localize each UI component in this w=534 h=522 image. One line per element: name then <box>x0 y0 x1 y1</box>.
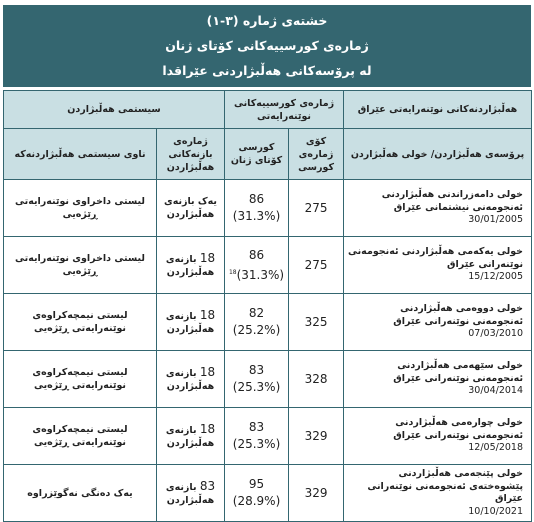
system-cell: لیستی نیمچەکراوەی نوێنەرایەتی ڕێژەیی <box>4 294 157 351</box>
header-seats: ژمارەی کورسییەکانی نوێنەرایەتی <box>225 91 344 129</box>
election-cell: خولی دووەمی هەڵبژاردنی ئەنجومەنی نوێنەرانی عێراق 07/03/2010 <box>344 294 532 351</box>
system-cell: لیستی نیمچەکراوەی نوێنەرایەتی ڕێژەیی <box>4 408 157 465</box>
election-cell: خولی پێنجەمی هەڵبژاردنی پێشوەختەی ئەنجومەنی نوێنەرانی عێراق 10/10/2021 <box>344 465 532 522</box>
election-cell: خولی یەکەمی هەڵبژاردنی ئەنجومەنی نوێنەرانی عێراق 15/12/2005 <box>344 237 532 294</box>
constituency-cell: 18 بازنەی هەڵبژاردن <box>157 351 225 408</box>
header-constituencies: ژمارەی بازنەکانی هەڵبژاردن <box>157 129 225 180</box>
total-seats-cell: 325 <box>289 294 344 351</box>
table-row <box>4 237 532 294</box>
footnote-ref: 18 <box>228 268 237 276</box>
quota-cell: 86 (31.3%) <box>225 180 289 237</box>
quota-cell: 82 (25.2%) <box>225 294 289 351</box>
total-seats-cell: 275 <box>289 180 344 237</box>
election-cell: خولی چوارەمی هەڵبژاردنی ئەنجومەنی نوێنەرانی عێراق 12/05/2018 <box>344 408 532 465</box>
table-row <box>4 351 532 408</box>
system-cell: لیستی نیمچەکراوەی نوێنەرایەتی ڕێژەیی <box>4 351 157 408</box>
header-process: پرۆسەی هەڵبژاردن/ خولی هەڵبژاردن <box>344 129 532 180</box>
table-row <box>4 465 532 522</box>
table-row <box>4 408 532 465</box>
header-system: سیستمی هەڵبژاردن <box>4 91 225 129</box>
total-seats-cell: 328 <box>289 351 344 408</box>
table-subtitle: لە پرۆسەکانی هەڵبژاردنی عێراقدا <box>162 63 372 78</box>
total-seats-cell: 329 <box>289 465 344 522</box>
constituency-cell: 18 بازنەی هەڵبژاردن <box>157 237 225 294</box>
header-total-seats: کۆی ژمارەی کورسی <box>289 129 344 180</box>
total-seats-cell: 329 <box>289 408 344 465</box>
total-seats-cell: 275 <box>289 237 344 294</box>
header-elections: هەڵبژاردنەکانی نوێنەرایەتی عێراق <box>344 91 532 129</box>
header-quota-seats: کورسی کۆتای ژنان <box>225 129 289 180</box>
header-system-name: ناوی سیستمی هەڵبژاردنەکە <box>4 129 157 180</box>
constituency-cell: 83 بازنەی هەڵبژاردن <box>157 465 225 522</box>
table-row <box>4 180 532 237</box>
system-cell: یەک دەنگی نەگوێزراوە <box>4 465 157 522</box>
table-number: خشتەی ژمارە (٣-١) <box>206 13 328 28</box>
table-title: ژمارەی کورسییەکانی کۆتای ژنان <box>165 38 369 53</box>
constituency-cell: 18 بازنەی هەڵبژاردن <box>157 294 225 351</box>
constituency-cell: یەک بازنەی هەڵبژاردن <box>157 180 225 237</box>
system-cell: لیستی داخراوی نوێنەرایەتی ڕێژەیی <box>4 180 157 237</box>
quota-cell: 83 (25.3%) <box>225 351 289 408</box>
quota-seats-table <box>3 90 532 522</box>
table-title-banner <box>3 5 531 87</box>
constituency-cell: 18 بازنەی هەڵبژاردن <box>157 408 225 465</box>
system-cell: لیستی داخراوی نوێنەرایەتی ڕێژەیی <box>4 237 157 294</box>
quota-cell: 95 (28.9%) <box>225 465 289 522</box>
quota-cell: 86 $^{18}$(31.3%) <box>225 237 289 294</box>
election-cell: خولی سێهەمی هەڵبژاردنی ئەنجومەنی نوێنەرانی عێراق 30/04/2014 <box>344 351 532 408</box>
election-cell: خولی دامەزراندنی هەڵبژاردنی ئەنجومەنی نیشتمانی عێراق 30/01/2005 <box>344 180 532 237</box>
quota-cell: 83 (25.3%) <box>225 408 289 465</box>
table-row <box>4 294 532 351</box>
